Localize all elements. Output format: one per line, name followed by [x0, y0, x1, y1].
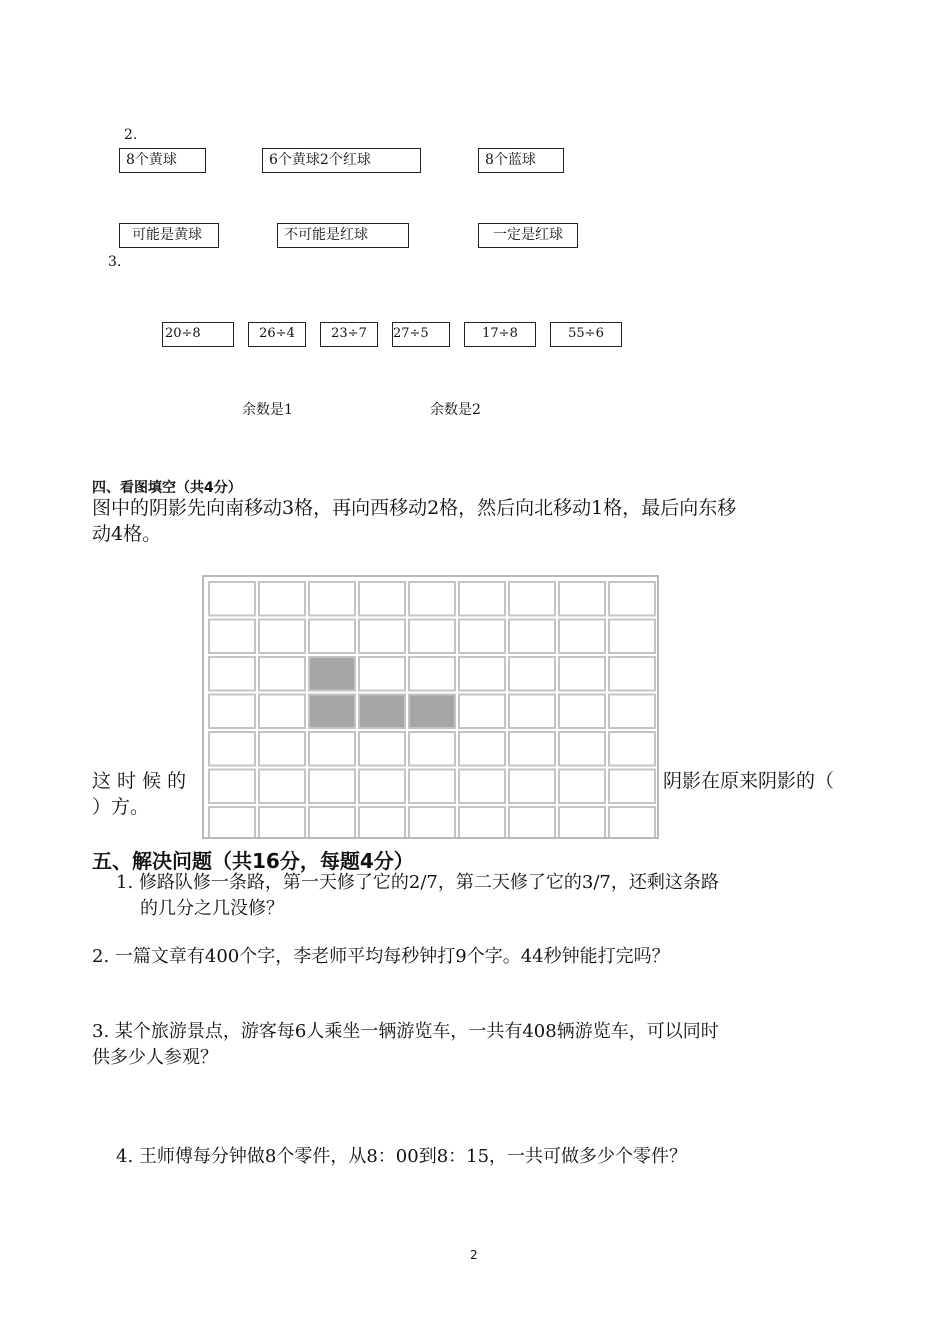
expression-box-4: 27÷5: [392, 322, 450, 347]
grid-cell: [509, 732, 555, 766]
grid-cell: [459, 582, 505, 616]
grid-cell: [309, 582, 355, 616]
grid-cell: [359, 732, 405, 766]
grid-cell: [459, 770, 505, 804]
grid-cell: [309, 770, 355, 804]
part5-title: 五、解决问题（共16分，每题4分）: [92, 849, 414, 873]
grid-cell: [409, 770, 455, 804]
grid-cell: [209, 770, 255, 804]
option-box-blue: 8个蓝球: [478, 148, 564, 173]
grid-cell: [609, 657, 655, 691]
grid-cell: [309, 732, 355, 766]
remainder-label-2: 余数是2: [430, 402, 481, 418]
fill-text-left: 这 时 候 的: [92, 770, 187, 792]
grid-cell: [559, 807, 605, 837]
page-number: 2: [470, 1248, 478, 1262]
grid-cell: [259, 695, 305, 729]
grid-cell: [559, 732, 605, 766]
grid-cell: [459, 732, 505, 766]
grid-cell: [459, 620, 505, 654]
grid-cell: [609, 732, 655, 766]
option-box-mixed: 6个黄球2个红球: [262, 148, 421, 173]
movement-grid: [202, 575, 659, 839]
grid-cell: [259, 807, 305, 837]
grid-cell: [259, 732, 305, 766]
question-3-line1: 3. 某个旅游景点，游客每6人乘坐一辆游览车，一共有408辆游览车，可以同时: [92, 1021, 719, 1042]
grid-cell: [609, 807, 655, 837]
part4-title: 四、看图填空（共4分）: [92, 480, 242, 496]
part4-instruction-line1: 图中的阴影先向南移动3格，再向西移动2格，然后向北移动1格，最后向东移: [92, 497, 737, 519]
grid-cell: [509, 695, 555, 729]
grid-cell: [359, 620, 405, 654]
grid-cell: [209, 807, 255, 837]
question-3-line2: 供多少人参观？: [92, 1047, 218, 1068]
grid-cell: [309, 620, 355, 654]
shaded-cell: [309, 657, 355, 691]
shaded-cell: [359, 695, 405, 729]
fill-text-right: 阴影在原来阴影的（: [663, 770, 835, 792]
grid-cell: [259, 770, 305, 804]
grid-cell: [409, 657, 455, 691]
part4-instruction-line2: 动4格。: [92, 523, 162, 545]
grid-cell: [609, 770, 655, 804]
fill-text-end: ）方。: [92, 796, 150, 818]
grid-cell: [259, 582, 305, 616]
grid-cell: [309, 807, 355, 837]
question-number-2: 2.: [124, 127, 138, 143]
shaded-cell: [409, 695, 455, 729]
grid-cell: [459, 807, 505, 837]
grid-cell: [559, 770, 605, 804]
grid-cell: [609, 695, 655, 729]
grid-cell: [459, 657, 505, 691]
grid-cell: [359, 657, 405, 691]
grid-svg: [204, 577, 657, 837]
grid-cell: [359, 807, 405, 837]
grid-cell: [359, 770, 405, 804]
grid-cell: [209, 657, 255, 691]
expression-box-2: 26÷4: [248, 322, 306, 347]
grid-cell: [359, 582, 405, 616]
expression-box-3: 23÷7: [320, 322, 378, 347]
grid-cell: [509, 657, 555, 691]
question-number-3: 3.: [108, 254, 122, 270]
expression-box-1: 20÷8: [162, 322, 234, 347]
question-1-line1: 1. 修路队修一条路，第一天修了它的2/7，第二天修了它的3/7，还剩这条路: [116, 872, 719, 893]
grid-cell: [409, 732, 455, 766]
grid-cell: [409, 620, 455, 654]
question-4: 4. 王师傅每分钟做8个零件，从8：00到8：15，一共可做多少个零件？: [116, 1146, 688, 1167]
grid-cell: [209, 582, 255, 616]
grid-cell: [559, 695, 605, 729]
grid-cell: [559, 620, 605, 654]
grid-cell: [209, 620, 255, 654]
grid-cell: [209, 695, 255, 729]
grid-cell: [509, 770, 555, 804]
answer-box-not-red: 不可能是红球: [277, 223, 409, 248]
question-2: 2. 一篇文章有400个字，李老师平均每秒钟打9个字。44秒钟能打完吗？: [92, 946, 670, 967]
expression-box-6: 55÷6: [550, 322, 622, 347]
grid-cell: [259, 657, 305, 691]
grid-cell: [509, 807, 555, 837]
grid-cell: [609, 620, 655, 654]
option-box-yellow: 8个黄球: [119, 148, 206, 173]
grid-cell: [409, 807, 455, 837]
grid-cell: [259, 620, 305, 654]
expression-box-5: 17÷8: [464, 322, 536, 347]
grid-cell: [409, 582, 455, 616]
remainder-label-1: 余数是1: [242, 402, 293, 418]
grid-cell: [559, 582, 605, 616]
grid-cell: [559, 657, 605, 691]
question-1-line2: 的几分之几没修？: [140, 898, 284, 919]
answer-box-surely-red: 一定是红球: [478, 223, 578, 248]
grid-cell: [609, 582, 655, 616]
grid-cell: [509, 582, 555, 616]
grid-cell: [459, 695, 505, 729]
answer-box-maybe-yellow: 可能是黄球: [119, 223, 219, 248]
grid-cell: [209, 732, 255, 766]
shaded-cell: [309, 695, 355, 729]
grid-cell: [509, 620, 555, 654]
